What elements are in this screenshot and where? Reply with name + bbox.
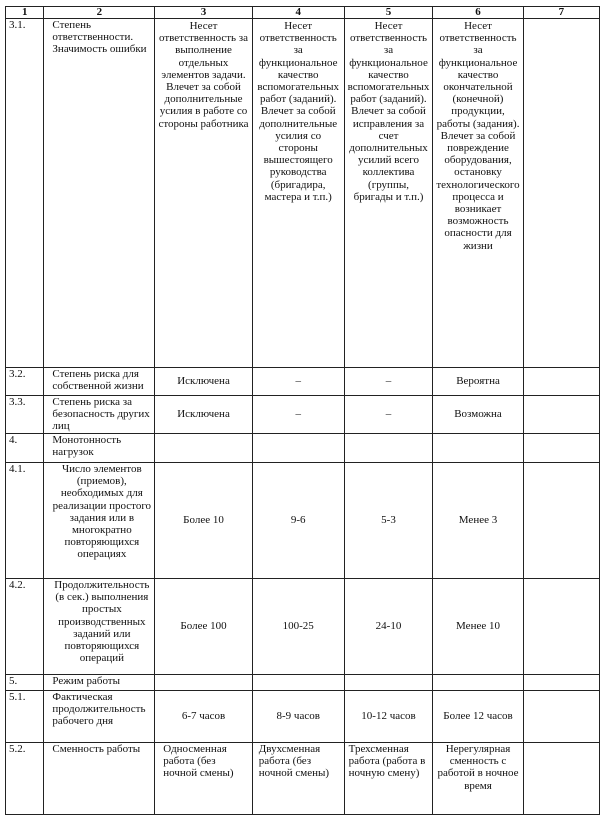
header-cell: 4 bbox=[252, 7, 344, 19]
cell-value: 8-9 часов bbox=[252, 691, 344, 743]
cell-value: 10-12 часов bbox=[344, 691, 433, 743]
cell-value: Более 100 bbox=[155, 579, 253, 675]
table-row bbox=[6, 463, 600, 579]
cell-value bbox=[523, 463, 599, 579]
criteria-table bbox=[5, 6, 600, 815]
cell-value: Несет ответственность за функциональное качество окончательной (конечной) продукции, работы (задания). Влечет за собой повреждение оборудования, остановку технологического процесса и возникает возможность опасности для жизни bbox=[433, 19, 523, 368]
row-criterion: Режим работы bbox=[44, 675, 155, 691]
cell-value bbox=[523, 434, 599, 463]
cell-value bbox=[523, 691, 599, 743]
cell-value bbox=[433, 675, 523, 691]
table-row bbox=[6, 691, 600, 743]
cell-value bbox=[523, 675, 599, 691]
table-row bbox=[6, 396, 600, 434]
cell-value bbox=[523, 396, 599, 434]
cell-value: Несет ответственность за функциональное качество вспомогательных работ (заданий). Влечет за собой дополнительные усилия со стороны вышестоящего руководства (бригадира, мастера и т.п.) bbox=[252, 19, 344, 368]
cell-value bbox=[344, 434, 433, 463]
header-row bbox=[6, 7, 600, 19]
cell-value bbox=[523, 743, 599, 815]
row-number: 4.1. bbox=[6, 463, 44, 579]
cell-value: – bbox=[252, 368, 344, 396]
cell-value bbox=[523, 19, 599, 368]
row-criterion: Монотонность нагрузок bbox=[44, 434, 155, 463]
row-number: 4. bbox=[6, 434, 44, 463]
row-criterion: Число элементов (приемов), необходимых для реализации простого задания или в многократно повторяющихся операциях bbox=[44, 463, 155, 579]
table-row bbox=[6, 434, 600, 463]
cell-value: Менее 3 bbox=[433, 463, 523, 579]
cell-value: Двухсменная работа (без ночной смены) bbox=[252, 743, 344, 815]
cell-value: 24-10 bbox=[344, 579, 433, 675]
cell-value bbox=[252, 675, 344, 691]
row-number: 3.1. bbox=[6, 19, 44, 368]
row-number: 4.2. bbox=[6, 579, 44, 675]
cell-value: – bbox=[344, 368, 433, 396]
cell-value: Более 12 часов bbox=[433, 691, 523, 743]
row-criterion: Степень риска за безопасность других лиц bbox=[44, 396, 155, 434]
row-number: 5.2. bbox=[6, 743, 44, 815]
header-cell: 6 bbox=[433, 7, 523, 19]
cell-value: Более 10 bbox=[155, 463, 253, 579]
cell-value bbox=[155, 434, 253, 463]
table-row bbox=[6, 368, 600, 396]
cell-value bbox=[523, 579, 599, 675]
table-row bbox=[6, 675, 600, 691]
cell-value bbox=[155, 675, 253, 691]
header-cell: 1 bbox=[6, 7, 44, 19]
cell-value: Односменная работа (без ночной смены) bbox=[155, 743, 253, 815]
header-cell: 2 bbox=[44, 7, 155, 19]
cell-value: Нерегулярная сменность с работой в ночное время bbox=[433, 743, 523, 815]
cell-value: 100-25 bbox=[252, 579, 344, 675]
row-number: 3.3. bbox=[6, 396, 44, 434]
row-number: 5.1. bbox=[6, 691, 44, 743]
row-number: 5. bbox=[6, 675, 44, 691]
cell-value: Возможна bbox=[433, 396, 523, 434]
header-cell: 5 bbox=[344, 7, 433, 19]
cell-value: 9-6 bbox=[252, 463, 344, 579]
cell-value: 6-7 часов bbox=[155, 691, 253, 743]
cell-value bbox=[523, 368, 599, 396]
table-row bbox=[6, 579, 600, 675]
row-number: 3.2. bbox=[6, 368, 44, 396]
row-criterion: Продолжительность (в сек.) выполнения простых производственных заданий или повторяющихся операций bbox=[44, 579, 155, 675]
cell-value: – bbox=[344, 396, 433, 434]
cell-value: Несет ответственность за функциональное качество вспомогательных работ (заданий). Влечет за собой исправления за счет дополнительных усилий всего коллектива (группы, бригады и т.п.) bbox=[344, 19, 433, 368]
row-criterion: Фактическая продолжительность рабочего дня bbox=[44, 691, 155, 743]
row-criterion: Степень ответственности. Значимость ошибки bbox=[44, 19, 155, 368]
cell-value bbox=[433, 434, 523, 463]
row-criterion: Степень риска для собственной жизни bbox=[44, 368, 155, 396]
cell-value: Менее 10 bbox=[433, 579, 523, 675]
cell-value bbox=[252, 434, 344, 463]
cell-value: 5-3 bbox=[344, 463, 433, 579]
cell-value: Несет ответственность за выполнение отдельных элементов задачи. Влечет за собой дополнительные усилия в работе со стороны работника bbox=[155, 19, 253, 368]
cell-value: Исключена bbox=[155, 396, 253, 434]
table-row bbox=[6, 743, 600, 815]
cell-value: – bbox=[252, 396, 344, 434]
header-cell: 3 bbox=[155, 7, 253, 19]
cell-value: Исключена bbox=[155, 368, 253, 396]
cell-value: Трехсменная работа (работа в ночную смену) bbox=[344, 743, 433, 815]
row-criterion: Сменность работы bbox=[44, 743, 155, 815]
cell-value bbox=[344, 675, 433, 691]
table-row bbox=[6, 19, 600, 368]
cell-value: Вероятна bbox=[433, 368, 523, 396]
header-cell: 7 bbox=[523, 7, 599, 19]
